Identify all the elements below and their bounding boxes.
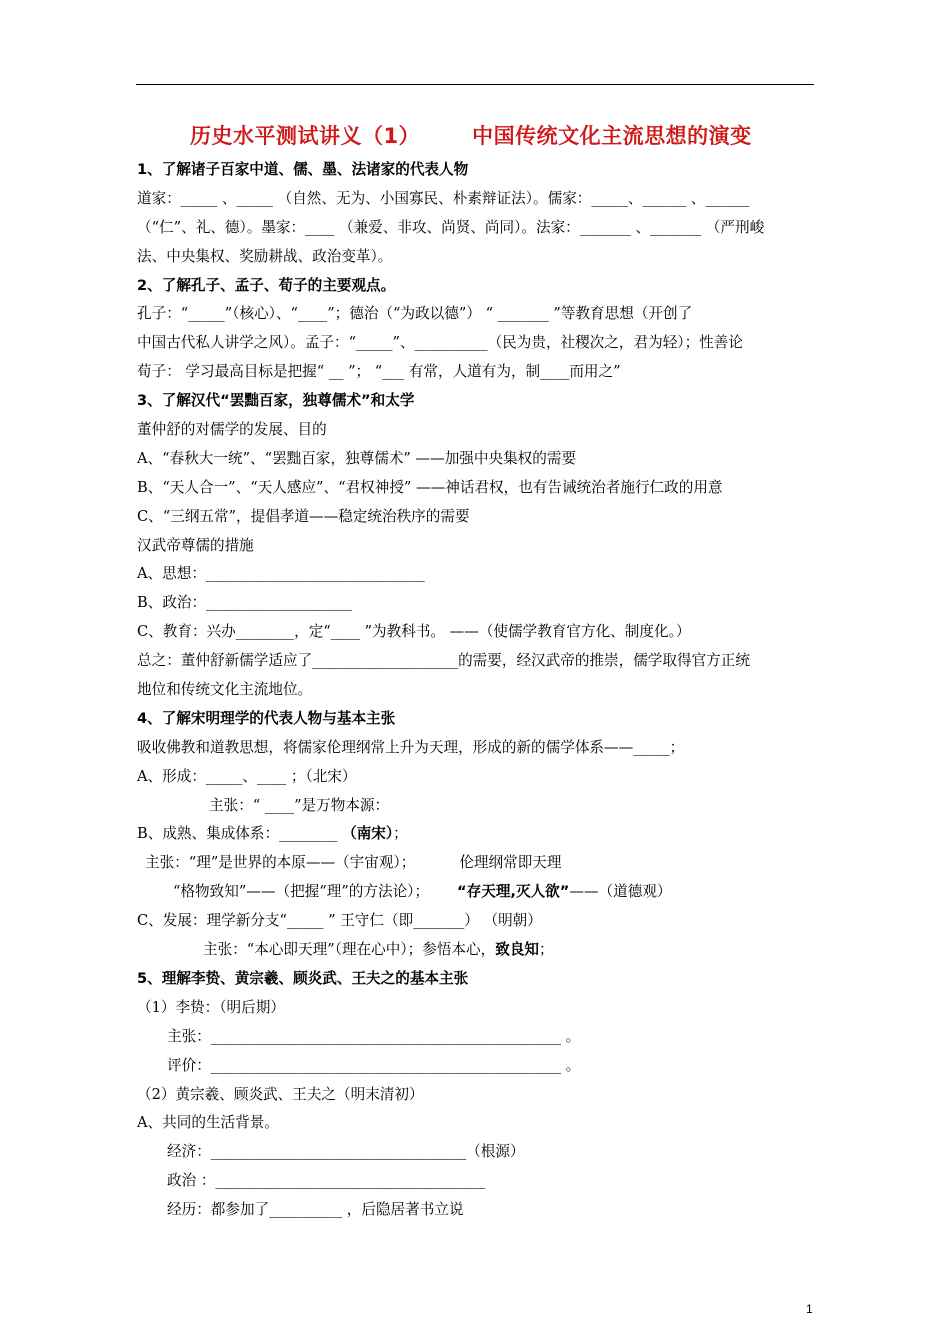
text-line: A、共同的生活背景。	[137, 1114, 279, 1132]
text-segment: 主张：“理”是世界的本原——（宇宙观）；	[145, 854, 416, 872]
text-line	[137, 820, 817, 849]
text-line: 经历：都参加了__________ ，后隐居著书立说	[167, 1201, 464, 1219]
text-line: A、形成：_____、____ ；（北宋）	[137, 767, 357, 785]
bold-segment: “存天理,灭人欲”	[457, 883, 570, 901]
section-heading-3: 3、了解汉代“罢黜百家，独尊儒术”和太学	[137, 392, 415, 410]
section-heading-1: 1、了解诸子百家中道、儒、墨、法诸家的代表人物	[137, 161, 469, 178]
text-line: 道家：_____ 、_____ （自然、无为、小国寡民、朴素辩证法）。儒家：_____、______ 、______	[137, 189, 750, 207]
text-line: 评价：________________________________________________ 。	[167, 1056, 581, 1074]
bold-segment: 致良知	[495, 941, 539, 959]
text-line: C、发展：理学新分支“_____ ” 王守仁（即_______） （明朝）	[137, 912, 542, 930]
title-right: 中国传统文化主流思想的演变	[472, 124, 752, 148]
text-line: 经济：___________________________________（根源）	[167, 1143, 525, 1161]
text-line: B、政治：____________________	[137, 594, 353, 612]
text-line: 董仲舒的对儒学的发展、目的	[137, 421, 327, 439]
bold-segment: （南宋）	[342, 825, 394, 843]
text-segment: ——（道德观）	[569, 883, 672, 901]
text-line: （“仁”、礼、德）。墨家：____ （兼爱、非攻、尚贤、尚同）。法家：_______ 、_______ （严刑峻	[137, 218, 765, 236]
text-line	[137, 878, 817, 907]
text-line: 吸收佛教和道教思想，将儒家伦理纲常上升为天理，形成的新的儒学体系——_____；	[137, 738, 685, 756]
text-line: A、思想：______________________________	[137, 565, 425, 583]
page-title	[190, 120, 790, 150]
text-line: 荀子： 学习最高目标是把握“ __ ”； “___ 有常，人道有为，制____而用之”	[137, 363, 621, 381]
text-line: 孔子：“_____”（核心）、“____”；德治（“为政以德”） “ _______ ”等教育思想（开创了	[137, 305, 693, 323]
text-line: 地位和传统文化主流地位。	[137, 681, 313, 699]
text-line: 法、中央集权、奖励耕战、政治变革）。	[137, 247, 393, 265]
text-segment: “格物致知”——（把握“理”的方法论）；	[173, 883, 430, 901]
text-line: 中国古代私人讲学之风）。孟子：“_____”、__________（民为贵，社稷次之，君为轻）；性善论	[137, 334, 743, 352]
section-heading-5: 5、理解李贽、黄宗羲、顾炎武、王夫之的基本主张	[137, 969, 469, 987]
text-line: 汉武帝尊儒的措施	[137, 536, 254, 554]
text-line: 总之：董仲舒新儒学适应了____________________的需要，经汉武帝的推崇，儒学取得官方正统	[137, 652, 750, 670]
text-line: C、教育：兴办________，定“____ ”为教科书。 ——（使儒学教育官方化、制度化。）	[137, 623, 691, 641]
text-segment: ；	[539, 941, 554, 959]
header-rule	[136, 84, 814, 85]
text-line: B、“天人合一”、“天人感应”、“君权神授” ——神话君权，也有告诫统治者施行仁政的用意	[137, 478, 723, 496]
text-segment: ；	[393, 825, 408, 843]
section-heading-4: 4、了解宋明理学的代表人物与基本主张	[137, 709, 396, 727]
text-line: 主张：________________________________________________ 。	[167, 1027, 581, 1045]
section-heading-2: 2、了解孔子、孟子、荀子的主要观点。	[137, 276, 396, 294]
document-body	[137, 156, 817, 1225]
text-segment: 主张：“本心即天理”（理在心中）；参悟本心，	[203, 941, 496, 959]
title-left: 历史水平测试讲义（1）	[190, 124, 421, 148]
text-line: （2）黄宗羲、顾炎武、王夫之（明末清初）	[137, 1085, 424, 1103]
text-line: 主张：“ ____”是万物本源：	[209, 796, 390, 814]
page-number: 1	[806, 1302, 813, 1316]
text-line: （1）李贽：（明后期）	[137, 998, 285, 1016]
text-line: A、“春秋大一统”、“罢黜百家，独尊儒术” ——加强中央集权的需要	[137, 449, 577, 467]
text-segment: 伦理纲常即天理	[459, 854, 562, 872]
text-segment: B、成熟、集成体系：________	[137, 825, 343, 843]
text-line	[137, 849, 817, 878]
text-line: 政治 ：_____________________________________	[167, 1172, 486, 1190]
text-line	[137, 936, 817, 965]
text-line: C、“三纲五常”，提倡孝道——稳定统治秩序的需要	[137, 507, 470, 525]
